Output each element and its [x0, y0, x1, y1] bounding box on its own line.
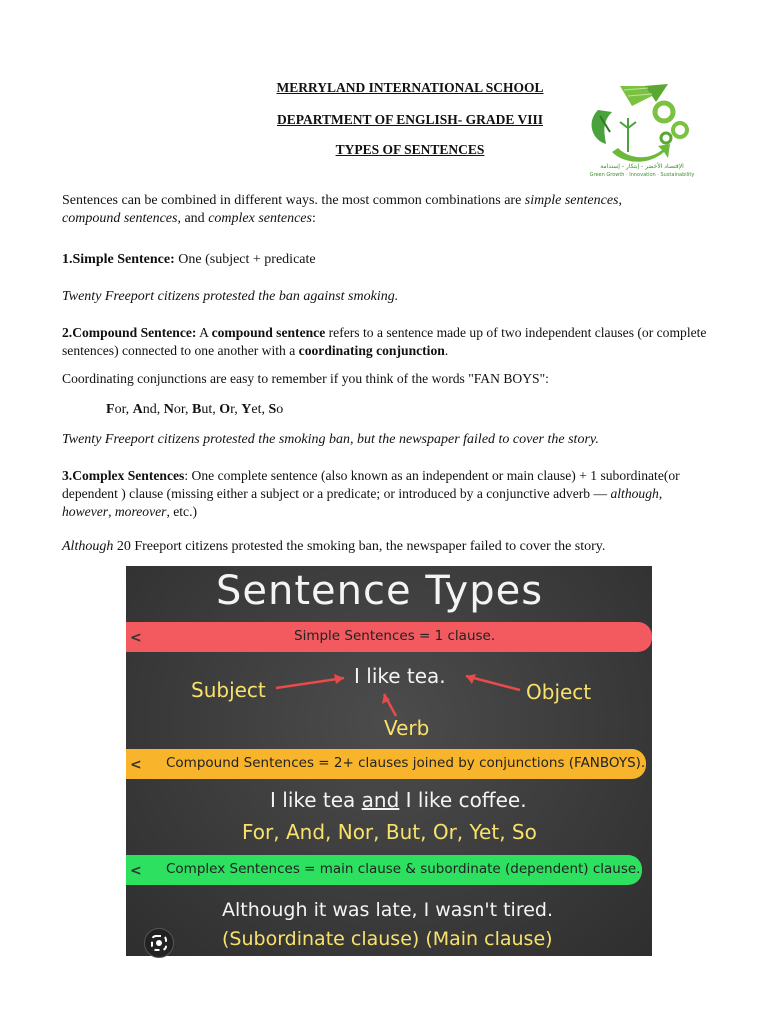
compound-example-text: Twenty Freeport citizens protested the smoking ban, but the newspaper failed to cover the story. [62, 432, 599, 447]
example-like-coffee [270, 788, 527, 812]
compound-text: . [444, 343, 449, 358]
intro-compound-term: compound sentences [62, 211, 178, 226]
crayon-tip-icon: < [130, 863, 142, 879]
compound-sentence-example [62, 431, 712, 449]
fanboys-list: For, And, Nor, But, Or, Yet, So [106, 402, 284, 417]
complex-sentence-definition [62, 467, 712, 521]
complex-term: moreover [114, 504, 167, 519]
clause-labels: (Subordinate clause) (Main clause) [222, 928, 553, 950]
board-title: Sentence Types [216, 568, 544, 614]
intro-paragraph [62, 192, 712, 228]
compound-sentence-definition [62, 324, 712, 360]
object-label: Object [526, 680, 592, 704]
logo-caption-en: Green Growth · Innovation · Sustainability [589, 172, 695, 178]
topic-title: TYPES OF SENTENCES [335, 142, 485, 157]
school-logo-icon [572, 82, 712, 178]
fanboys-rest: r [230, 402, 235, 417]
compound-term: compound sentence [211, 325, 326, 340]
complex-term: however [62, 504, 109, 519]
compound-text: A [196, 325, 212, 340]
school-name: MERRYLAND INTERNATIONAL SCHOOL [276, 80, 544, 95]
fanboys-rest: or [173, 402, 186, 417]
crayon-tip-icon: < [130, 630, 142, 646]
fanboys-rest: or [114, 402, 126, 417]
crayon-tip-icon: < [130, 757, 142, 773]
complex-term: although [610, 486, 659, 501]
intro-text: , [618, 193, 622, 208]
example-although: Although it was late, I wasn't tired. [222, 899, 553, 921]
coffee-text: I like tea [270, 788, 362, 812]
compound-sentences-bar [126, 749, 646, 779]
intro-text: : [311, 211, 316, 226]
coordinating-note: Coordinating conjunctions are easy to remember if you think of the words "FAN BOYS": [62, 371, 549, 386]
logo-caption: الإقتصاد الأخضر - إبتكار - إستدامة [600, 163, 684, 170]
simple-sentence-definition [62, 251, 712, 269]
fanboys-initial: B [192, 402, 202, 417]
compound-text: refers to a sentence made up of two independent clauses (or complete sentences) connected to one another with a [62, 325, 707, 358]
intro-complex-term: complex sentences [208, 211, 312, 226]
fanboys-rest: ut [201, 402, 213, 417]
lens-icon [145, 929, 173, 957]
fanboys-initial: F [106, 402, 115, 417]
complex-sentence-heading: 3.Complex Sentences [62, 468, 185, 483]
coffee-and: and [361, 788, 400, 812]
simple-sentence-heading: 1.Simple Sentence: [62, 252, 175, 267]
fanboys-initial: N [163, 402, 174, 417]
complex-text: , [108, 504, 115, 519]
subject-label: Subject [191, 678, 266, 702]
compound-sentence-heading: 2.Compound Sentence: [62, 325, 197, 340]
complex-bar-label: Complex Sentences = main clause & subordinate (dependent) clause. [166, 861, 641, 877]
fanboys-rest: nd [142, 402, 157, 417]
complex-text: , [658, 486, 663, 501]
example-like-tea: I like tea. [354, 664, 446, 688]
complex-example-conjunction: Although [62, 539, 114, 554]
fanboys-rest: et [251, 402, 262, 417]
fanboys-initial: Y [241, 402, 252, 417]
simple-bar-label: Simple Sentences = 1 clause. [294, 628, 496, 644]
sentence-types-chalkboard [126, 566, 652, 956]
coordinating-conjunction-term: coordinating conjunction [298, 343, 445, 358]
department-title: DEPARTMENT OF ENGLISH- GRADE VIII [276, 112, 544, 127]
verb-label: Verb [384, 716, 430, 740]
board-fanboys: For, And, Nor, But, Or, Yet, So [242, 820, 537, 844]
complex-text: , etc.) [166, 504, 198, 519]
simple-example-text: Twenty Freeport citizens protested the ban against smoking. [62, 289, 399, 304]
intro-simple-term: simple sentences [524, 193, 619, 208]
coffee-text: I like coffee. [399, 788, 527, 812]
complex-text: : One complete sentence (also known as an independent or main clause) + 1 subordinate(or dependent ) clause (missing either a subject or a predicate; or introduced by a conjunctive adverb — [62, 468, 680, 501]
fanboys-initial: O [219, 402, 231, 417]
fanboys-initial: A [132, 402, 143, 417]
intro-text: , and [177, 211, 209, 226]
simple-sentence-example [62, 288, 712, 306]
lens-search-button[interactable] [144, 928, 174, 958]
complex-example-text: 20 Freeport citizens protested the smoking ban, the newspaper failed to cover the story. [113, 539, 606, 554]
arrows-icon [126, 566, 652, 766]
simple-sentence-text: One (subject + predicate [174, 252, 316, 267]
fanboys-rest: o [276, 402, 284, 417]
fanboys-initial: S [268, 402, 277, 417]
complex-sentence-example [62, 538, 712, 556]
intro-text: Sentences can be combined in different ways. the most common combinations are [62, 193, 525, 208]
complex-sentences-bar [126, 855, 642, 885]
compound-bar-label: Compound Sentences = 2+ clauses joined by conjunctions (FANBOYS). [166, 755, 646, 771]
